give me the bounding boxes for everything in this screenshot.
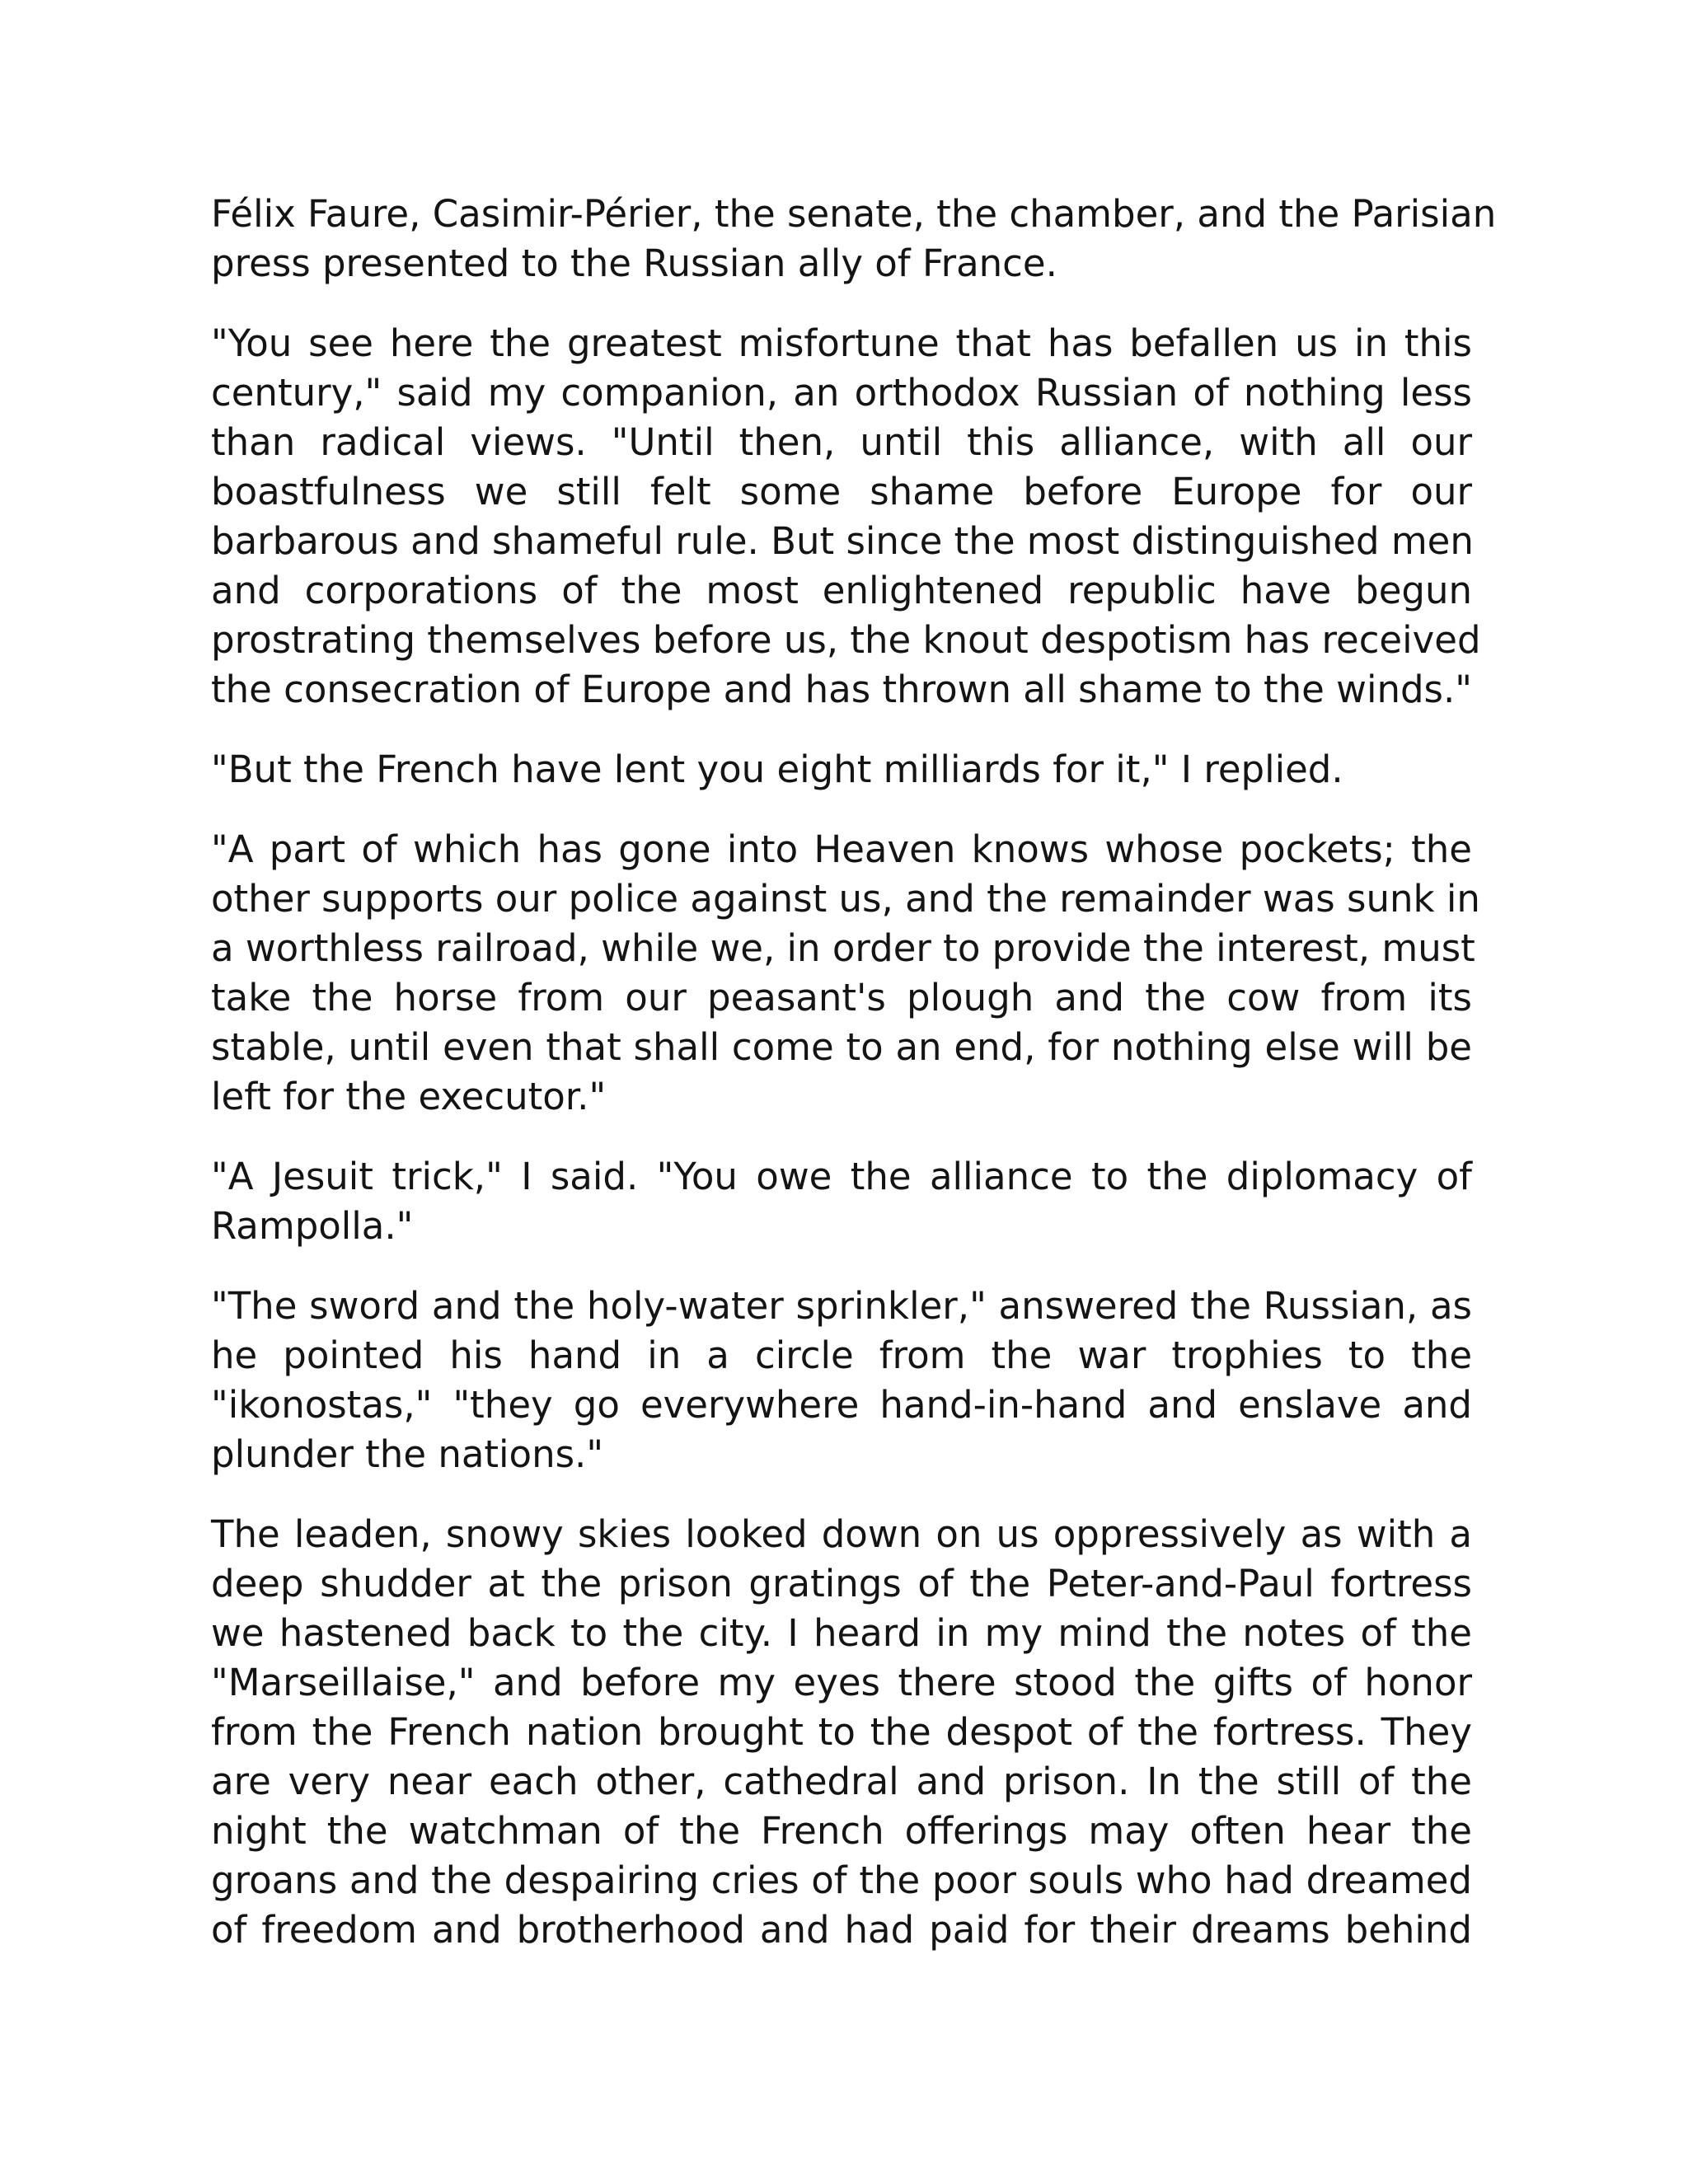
text-line: century," said my companion, an orthodox Russian of nothing less	[211, 371, 1472, 415]
text-line: other supports our police against us, and the remainder was sunk in	[211, 877, 1480, 921]
text-line: and corporations of the most enlightened republic have begun	[211, 569, 1472, 612]
text-line: a worthless railroad, while we, in order to provide the interest, must	[211, 926, 1475, 970]
text-line: "Marseillaise," and before my eyes there stood the gifts of honor	[211, 1661, 1472, 1704]
text-line: from the French nation brought to the despot of the fortress. They	[211, 1710, 1472, 1754]
text-line: we hastened back to the city. I heard in my mind the notes of the	[211, 1611, 1472, 1655]
text-line: left for the executor."	[211, 1075, 607, 1118]
document-page	[211, 190, 1497, 1985]
text-line: stable, until even that shall come to an end, for nothing else will be	[211, 1025, 1472, 1069]
text-line: Félix Faure, Casimir-Périer, the senate, the chamber, and the Parisian	[211, 192, 1497, 236]
paragraph-4	[211, 825, 1480, 1122]
paragraph-5	[211, 1152, 1472, 1251]
text-line: "A Jesuit trick," I said. "You owe the alliance to the diplomacy of	[211, 1155, 1472, 1198]
text-line: than radical views. "Until then, until this alliance, with all our	[211, 420, 1472, 464]
paragraph-7	[211, 1510, 1472, 1955]
text-line: he pointed his hand in a circle from the war trophies to the	[211, 1333, 1472, 1377]
paragraph-2	[211, 319, 1481, 715]
text-line: Rampolla."	[211, 1204, 414, 1248]
paragraph-3	[211, 745, 1472, 794]
text-line: boastfulness we still felt some shame before Europe for our	[211, 470, 1472, 513]
text-line: barbarous and shameful rule. But since the most distinguished men	[211, 519, 1474, 563]
text-line: "You see here the greatest misfortune that has befallen us in this	[211, 321, 1472, 365]
text-line: of freedom and brotherhood and had paid for their dreams behind	[211, 1908, 1472, 1952]
text-line: "But the French have lent you eight milliards for it," I replied.	[211, 748, 1343, 791]
text-line: night the watchman of the French offerings may often hear the	[211, 1809, 1472, 1853]
paragraph-6	[211, 1282, 1472, 1479]
text-line: prostrating themselves before us, the knout despotism has received	[211, 618, 1481, 662]
text-line: "The sword and the holy-water sprinkler," answered the Russian, as	[211, 1284, 1472, 1328]
text-line: take the horse from our peasant's plough and the cow from its	[211, 976, 1472, 1019]
text-line: press presented to the Russian ally of France.	[211, 241, 1057, 285]
text-line: plunder the nations."	[211, 1432, 604, 1476]
text-line: "A part of which has gone into Heaven knows whose pockets; the	[211, 827, 1472, 871]
text-line: are very near each other, cathedral and prison. In the still of the	[211, 1760, 1472, 1803]
text-line: deep shudder at the prison gratings of the Peter-and-Paul fortress	[211, 1562, 1472, 1605]
text-line: groans and the despairing cries of the poor souls who had dreamed	[211, 1858, 1472, 1902]
text-line: the consecration of Europe and has thrown all shame to the winds."	[211, 668, 1472, 711]
text-line: The leaden, snowy skies looked down on us oppressively as with a	[211, 1512, 1472, 1556]
text-line: "ikonostas," "they go everywhere hand-in-hand and enslave and	[211, 1383, 1472, 1427]
paragraph-1	[211, 190, 1497, 288]
